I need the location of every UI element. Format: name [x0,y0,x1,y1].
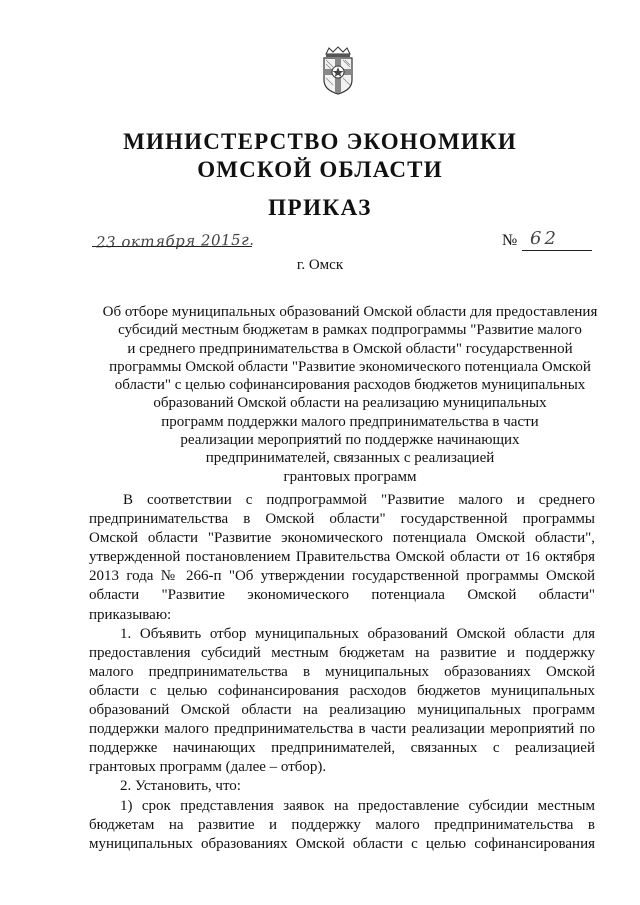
subject-line: реализации мероприятий по поддержке начинающих [180,432,520,449]
body-line: области с целью софинансирования расходов бюджетов муниципальных [89,682,595,699]
subject-line: области" с целью софинансирования расходов бюджетов муниципальных [114,377,586,394]
body-line: предоставления субсидий местным бюджетам на развитие и поддержку [89,644,595,661]
body-line: поддержке начинающих предпринимателей, связанных с реализацией [89,740,595,757]
body-line: малого предпринимательства в муниципальных образованиях Омской [89,663,595,680]
body-line: 2013 года № 266-п "Об утверждении государственной программы Омской [89,568,595,585]
body-line: грантовых программ (далее – отбор). [89,759,327,776]
number-label: № [502,232,518,249]
body-line: предпринимательства в Омской области" государственной программы [89,511,595,528]
subject-line: программы Омской области "Развитие экономического потенциала Омской [109,358,591,375]
subject-line: Об отборе муниципальных образований Омской области для предоставления [102,304,598,320]
body-line: поддержки малого предпринимательства в части реализации мероприятий по [89,721,595,738]
body-line: 2. Установить, что: [120,778,241,795]
order-title: ПРИКАЗ [268,195,372,220]
body-line: В соответствии с подпрограммой "Развитие малого и среднего [123,492,595,508]
body-line: области "Развитие экономического потенциала Омской области" [89,587,595,604]
subject-line: предпринимателей, связанных с реализацией [205,450,495,467]
ministry-name-line1: МИНИСТЕРСТВО ЭКОНОМИКИ [123,129,517,154]
body-line: Омской области "Развитие экономического потенциала Омской области", [89,530,595,547]
order-body [89,491,595,854]
body-line: бюджетам на развитие и поддержку малого предпринимательства в [89,816,595,833]
order-date: 23 октября 2015г. [95,230,255,252]
number-underline [522,250,592,251]
subject-line: образований Омской области на реализацию муниципальных [153,395,547,412]
order-subject [90,303,610,486]
body-line: приказываю: [89,606,172,623]
date-underline [92,246,252,247]
coat-of-arms-icon [318,46,358,96]
ministry-name-line2: ОМСКОЙ ОБЛАСТИ [197,157,443,182]
city-name: г. Омск [296,257,344,273]
body-line: 1. Объявить отбор муниципальных образований Омской области для [120,625,595,642]
subject-line: субсидий местным бюджетам в рамках подпрограммы "Развитие малого [118,322,582,339]
subject-line: программ поддержки малого предпринимательства в части [161,413,539,430]
body-line: 1) срок представления заявок на предоставление субсидии местным [120,797,595,814]
subject-line: грантовых программ [283,468,417,485]
body-line: образований Омской области на реализацию муниципальных программ [89,702,595,719]
body-line: утвержденной постановлением Правительства Омской области от 16 октября [89,549,595,566]
order-number: 62 [530,228,559,249]
body-line: муниципальных образованиях Омской области с целью софинансирования [89,835,595,852]
subject-line: и среднего предпринимательства в Омской области" государственной [127,340,573,357]
